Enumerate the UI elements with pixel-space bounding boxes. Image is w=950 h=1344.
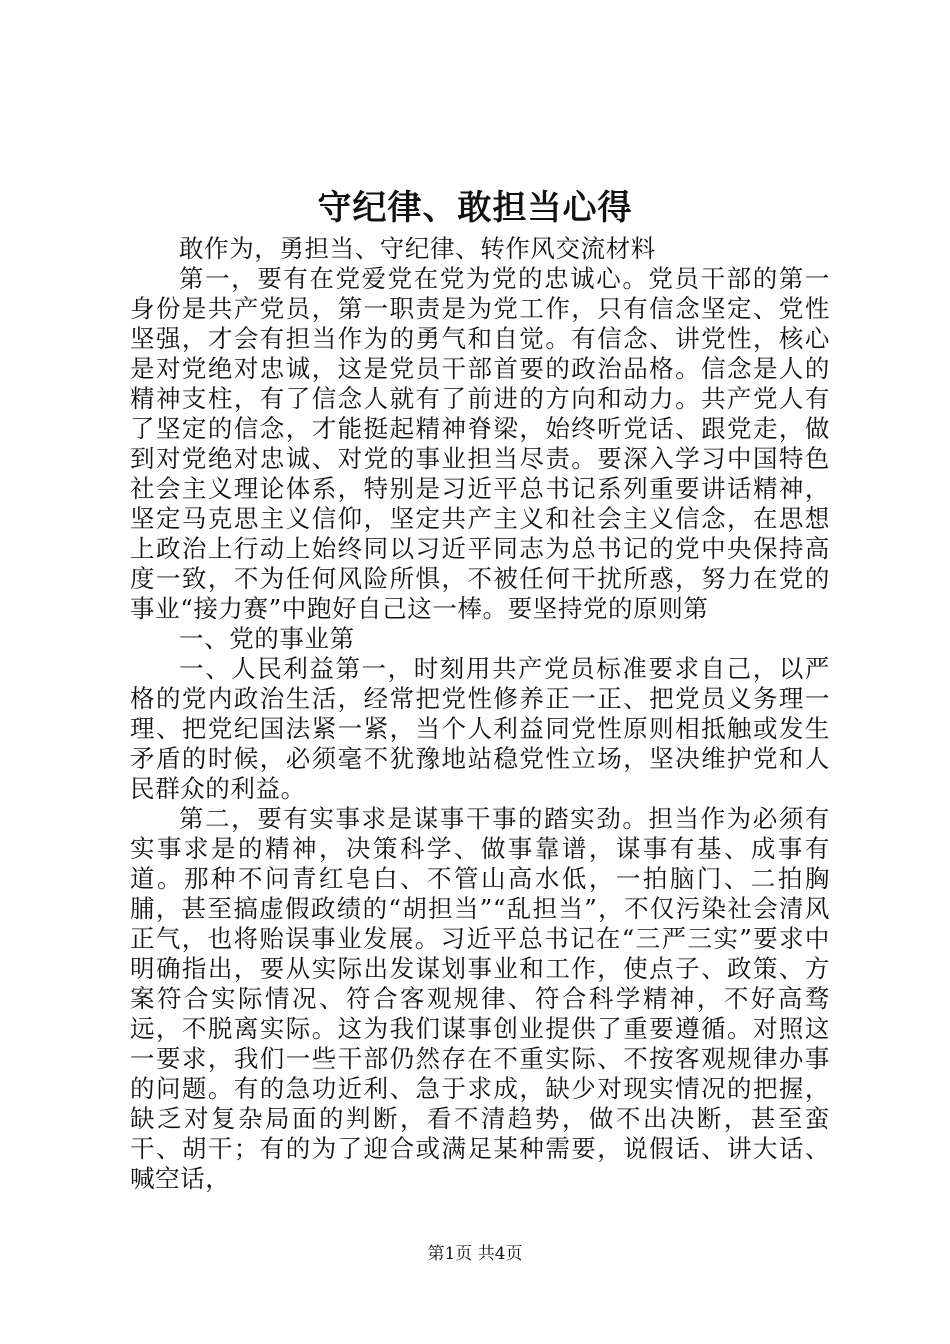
paragraph-subtitle: 敢作为，勇担当、守纪律、转作风交流材料 bbox=[179, 234, 656, 263]
paragraph: 一、党的事业第 bbox=[179, 624, 355, 653]
document-title: 守纪律、敢担当心得 bbox=[317, 188, 633, 228]
page-number-footer: 第1页 共4页 bbox=[427, 1244, 523, 1264]
paragraph: 一、人民利益第一，时刻用共产党员标准要求自己，以严格的党内政治生活，经常把党性修养正一正、把党员义务理一理、把党纪国法紧一紧，当个人利益同党性原则相抵触或发生矛盾的时候，必须毫不犹豫地站稳党性立场，坚决维护党和人民群众的利益。 bbox=[130, 654, 830, 803]
document-body bbox=[130, 234, 830, 1194]
paragraph: 第二，要有实事求是谋事干事的踏实劲。担当作为必须有实事求是的精神，决策科学、做事靠谱，谋事有基、成事有道。那种不问青红皂白、不管山高水低，一拍脑门、二拍胸脯，甚至搞虚假政绩的“胡担当”“乱担当”，不仅污染社会清风正气，也将贻误事业发展。习近平总书记在“三严三实”要求中明确指出，要从实际出发谋划事业和工作，使点子、政策、方案符合实际情况、符合客观规律、符合科学精神，不好高骛远，不脱离实际。这为我们谋事创业提供了重要遵循。对照这一要求，我们一些干部仍然存在不重实际、不按客观规律办事的问题。有的急功近利、急于求成，缺少对现实情况的把握，缺乏对复杂局面的判断，看不清趋势，做不出决断，甚至蛮干、胡干；有的为了迎合或满足某种需要，说假话、讲大话、喊空话， bbox=[130, 804, 830, 1193]
paragraph: 第一，要有在党爱党在党为党的忠诚心。党员干部的第一身份是共产党员，第一职责是为党工作，只有信念坚定、党性坚强，才会有担当作为的勇气和自觉。有信念、讲党性，核心是对党绝对忠诚，这是党员干部首要的政治品格。信念是人的精神支柱，有了信念人就有了前进的方向和动力。共产党人有了坚定的信念，才能挺起精神脊梁，始终听党话、跟党走，做到对党绝对忠诚、对党的事业担当尽责。要深入学习中国特色社会主义理论体系，特别是习近平总书记系列重要讲话精神，坚定马克思主义信仰，坚定共产主义和社会主义信念，在思想上政治上行动上始终同以习近平同志为总书记的党中央保持高度一致，不为任何风险所惧，不被任何干扰所惑，努力在党的事业“接力赛”中跑好自己这一棒。要坚持党的原则第 bbox=[130, 264, 830, 623]
